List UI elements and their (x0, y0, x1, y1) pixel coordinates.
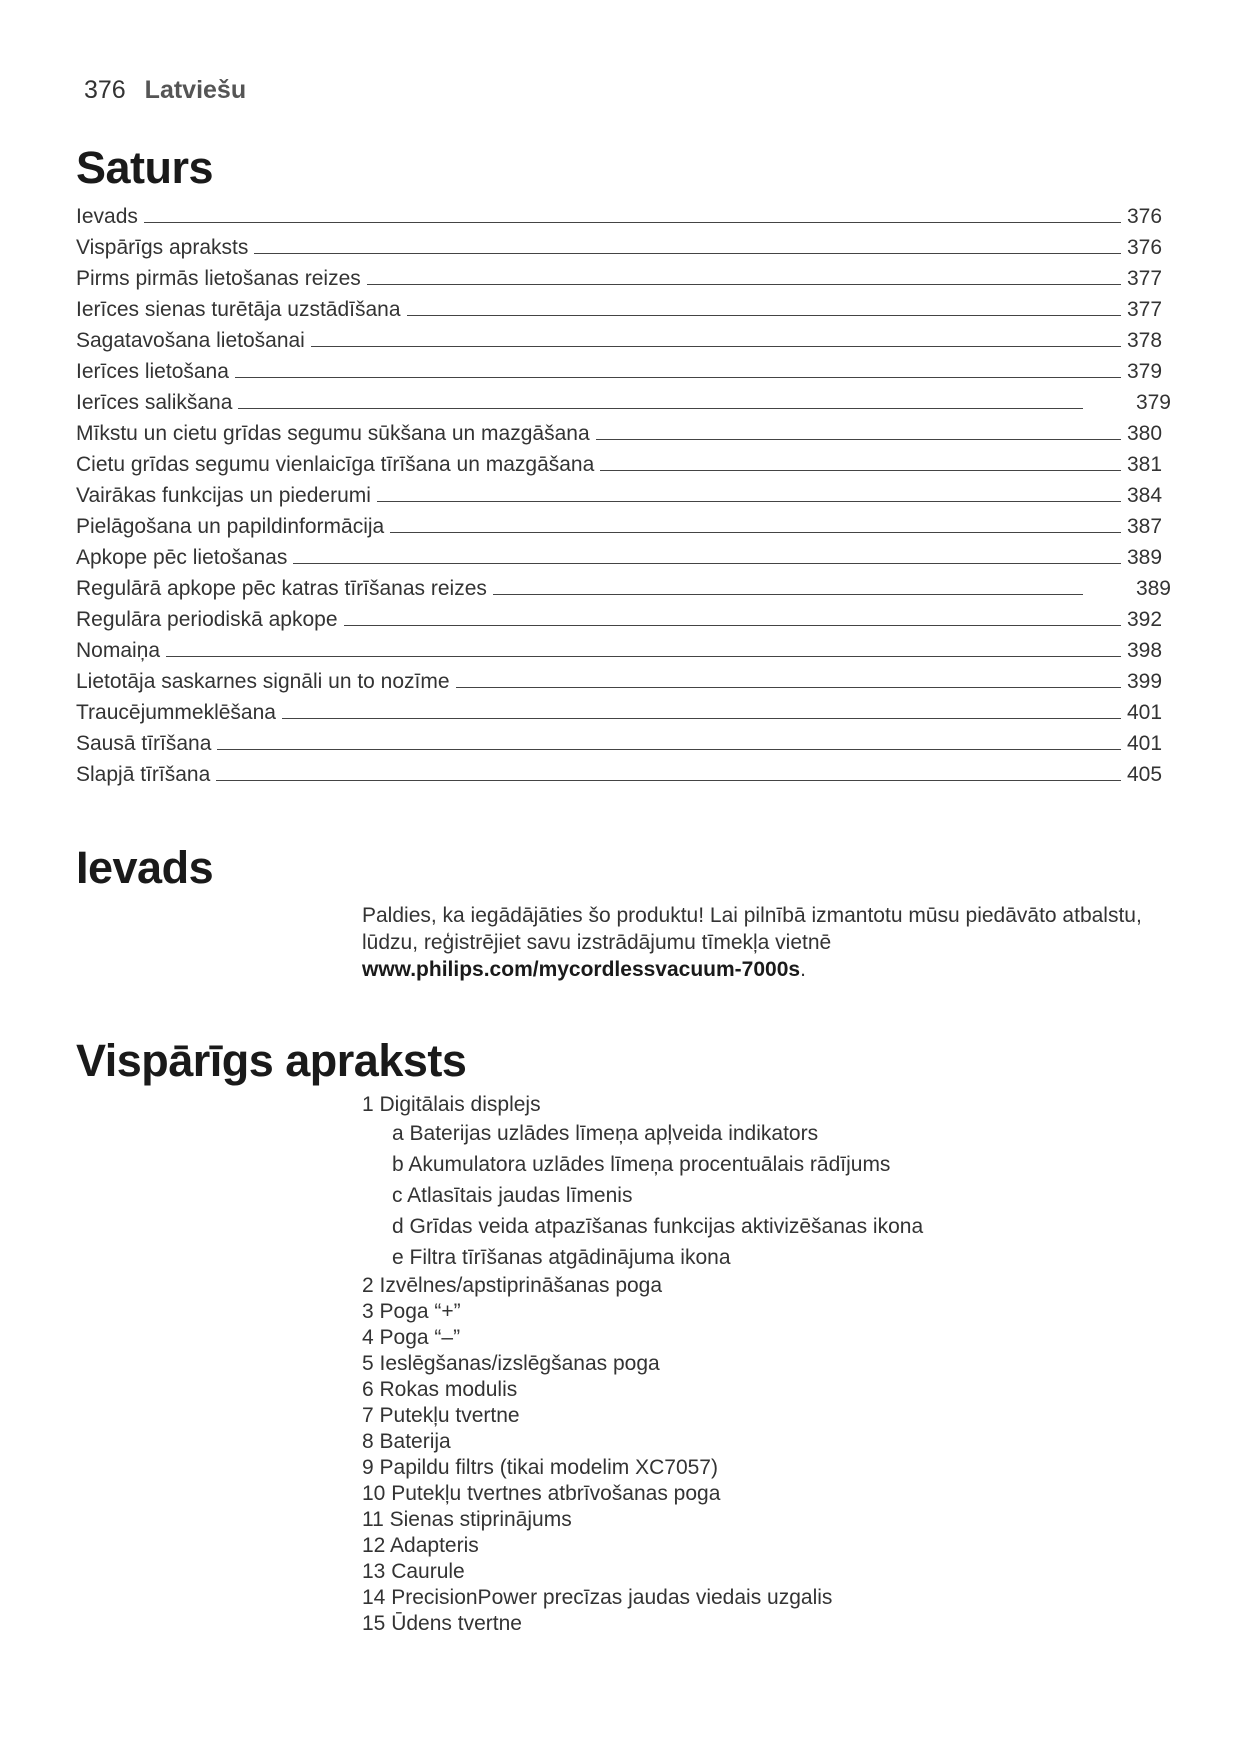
toc-entry[interactable] (76, 725, 1171, 756)
toc-entry-label: Pielāgošana un papildinformācija (76, 515, 385, 538)
toc-entry[interactable] (76, 229, 1171, 260)
toc-entry-page: 376 (1127, 236, 1163, 259)
toc-entry[interactable] (76, 508, 1171, 539)
toc-entry-label: Apkope pēc lietošanas (76, 546, 288, 569)
toc-leader-line (311, 346, 1121, 347)
parts-item: 7 Putekļu tvertne (362, 1404, 520, 1427)
product-url-link[interactable]: www.philips.com/mycordlessvacuum-7000s (362, 958, 801, 981)
toc-title: Saturs (76, 142, 214, 193)
toc-entry-label: Vispārīgs apraksts (76, 236, 249, 259)
parts-item: 1 Digitālais displejs (362, 1093, 541, 1116)
toc-entry-label: Regulārā apkope pēc katras tīrīšanas reizes (76, 577, 487, 600)
toc-entry[interactable] (76, 353, 1171, 384)
toc-entry-label: Ievads (76, 205, 138, 228)
intro-title: Ievads (76, 842, 214, 893)
toc-leader-line (456, 687, 1121, 688)
toc-leader-line (235, 377, 1121, 378)
toc-leader-line (216, 780, 1121, 781)
parts-item: 14 PrecisionPower precīzas jaudas viedais uzgalis (362, 1586, 833, 1609)
toc-entry-page: 405 (1127, 763, 1163, 786)
parts-sub-item: b Akumulatora uzlādes līmeņa procentuālais rādījums (392, 1153, 891, 1176)
parts-item: 5 Ieslēgšanas/izslēgšanas poga (362, 1352, 660, 1375)
toc-entry-page: 377 (1127, 267, 1163, 290)
toc-entry-label: Ierīces salikšana (76, 391, 233, 414)
toc-entry[interactable] (76, 632, 1171, 663)
page-header (84, 76, 246, 105)
toc-entry-label: Ierīces lietošana (76, 360, 229, 383)
toc-leader-line (293, 563, 1121, 564)
toc-entry-label: Slapjā tīrīšana (76, 763, 211, 786)
toc-entry-page: 392 (1127, 608, 1163, 631)
toc-entry-label: Pirms pirmās lietošanas reizes (76, 267, 361, 290)
toc-entry-page: 389 (1135, 577, 1171, 600)
intro-url-suffix: . (800, 958, 806, 981)
parts-sub-item: e Filtra tīrīšanas atgādinājuma ikona (392, 1246, 731, 1269)
toc-leader-line (238, 408, 1083, 409)
toc-leader-line (596, 439, 1121, 440)
toc-leader-line (367, 284, 1121, 285)
toc-entry[interactable] (76, 570, 1171, 601)
parts-item: 15 Ūdens tvertne (362, 1612, 522, 1635)
toc-entry[interactable] (76, 601, 1171, 632)
toc-entry[interactable] (76, 415, 1171, 446)
toc-entry[interactable] (76, 198, 1171, 229)
toc-entry-label: Regulāra periodiskā apkope (76, 608, 338, 631)
toc-leader-line (493, 594, 1083, 595)
toc-leader-line (217, 749, 1121, 750)
toc-entry[interactable] (76, 663, 1171, 694)
toc-entry-page: 379 (1135, 391, 1171, 414)
toc-entry-label: Sausā tīrīšana (76, 732, 212, 755)
parts-item: 11 Sienas stiprinājums (362, 1508, 572, 1531)
toc-entry-page: 380 (1127, 422, 1163, 445)
toc-entry-page: 401 (1127, 732, 1163, 755)
parts-item: 3 Poga “+” (362, 1300, 461, 1323)
toc-entry[interactable] (76, 477, 1171, 508)
toc-entry-label: Lietotāja saskarnes signāli un to nozīme (76, 670, 450, 693)
toc-entry[interactable] (76, 322, 1171, 353)
toc-leader-line (254, 253, 1121, 254)
toc-entry[interactable] (76, 756, 1171, 787)
toc-entry-page: 387 (1127, 515, 1163, 538)
parts-sub-item: d Grīdas veida atpazīšanas funkcijas aktivizēšanas ikona (392, 1215, 924, 1238)
intro-paragraph (362, 902, 1142, 983)
toc-leader-line (144, 222, 1121, 223)
toc-leader-line (407, 315, 1121, 316)
toc-entry[interactable] (76, 539, 1171, 570)
language-label: Latviešu (144, 76, 247, 104)
toc-entry-label: Traucējummeklēšana (76, 701, 276, 724)
toc-entry-label: Cietu grīdas segumu vienlaicīga tīrīšana un mazgāšana (76, 453, 595, 476)
toc-entry-page: 377 (1127, 298, 1163, 321)
toc-entry[interactable] (76, 291, 1171, 322)
toc-entry-page: 384 (1127, 484, 1163, 507)
parts-item: 2 Izvēlnes/apstiprināšanas poga (362, 1274, 663, 1297)
page-number: 376 (84, 76, 126, 104)
toc-entry-label: Vairākas funkcijas un piederumi (76, 484, 371, 507)
parts-list (362, 1092, 1162, 1637)
toc-entry-page: 399 (1127, 670, 1163, 693)
toc-entry[interactable] (76, 384, 1171, 415)
parts-item: 6 Rokas modulis (362, 1378, 518, 1401)
toc-leader-line (344, 625, 1121, 626)
description-title: Vispārīgs apraksts (76, 1035, 467, 1086)
toc-leader-line (282, 718, 1121, 719)
toc-entry[interactable] (76, 694, 1171, 725)
parts-item: 10 Putekļu tvertnes atbrīvošanas poga (362, 1482, 721, 1505)
toc-entry-page: 401 (1127, 701, 1163, 724)
toc-entry-label: Nomaiņa (76, 639, 161, 662)
parts-item: 4 Poga “–” (362, 1326, 461, 1349)
parts-item: 12 Adapteris (362, 1534, 479, 1557)
toc-entry-label: Ierīces sienas turētāja uzstādīšana (76, 298, 401, 321)
toc-entry-label: Mīkstu un cietu grīdas segumu sūkšana un mazgāšana (76, 422, 590, 445)
toc-entry[interactable] (76, 260, 1171, 291)
toc-leader-line (600, 470, 1121, 471)
parts-item: 8 Baterija (362, 1430, 451, 1453)
toc-entry-page: 389 (1127, 546, 1163, 569)
toc-entry-page: 398 (1127, 639, 1163, 662)
parts-item: 9 Papildu filtrs (tikai modelim XC7057) (362, 1456, 718, 1479)
intro-text: Paldies, ka iegādājāties šo produktu! Lai pilnībā izmantotu mūsu piedāvāto atbalstu, lūdzu, reģistrējiet savu izstrādājumu tīmekļa vietnē (362, 904, 1142, 954)
toc-entry-label: Sagatavošana lietošanai (76, 329, 305, 352)
toc-leader-line (390, 532, 1121, 533)
toc-entry-page: 378 (1127, 329, 1163, 352)
toc-entry[interactable] (76, 446, 1171, 477)
toc-entry-page: 379 (1127, 360, 1163, 383)
table-of-contents (76, 198, 1171, 787)
toc-entry-page: 376 (1127, 205, 1163, 228)
parts-sub-item: c Atlasītais jaudas līmenis (392, 1184, 633, 1207)
toc-leader-line (166, 656, 1121, 657)
toc-leader-line (377, 501, 1121, 502)
parts-sub-item: a Baterijas uzlādes līmeņa apļveida indikators (392, 1122, 819, 1145)
parts-item: 13 Caurule (362, 1560, 465, 1583)
toc-entry-page: 381 (1127, 453, 1163, 476)
